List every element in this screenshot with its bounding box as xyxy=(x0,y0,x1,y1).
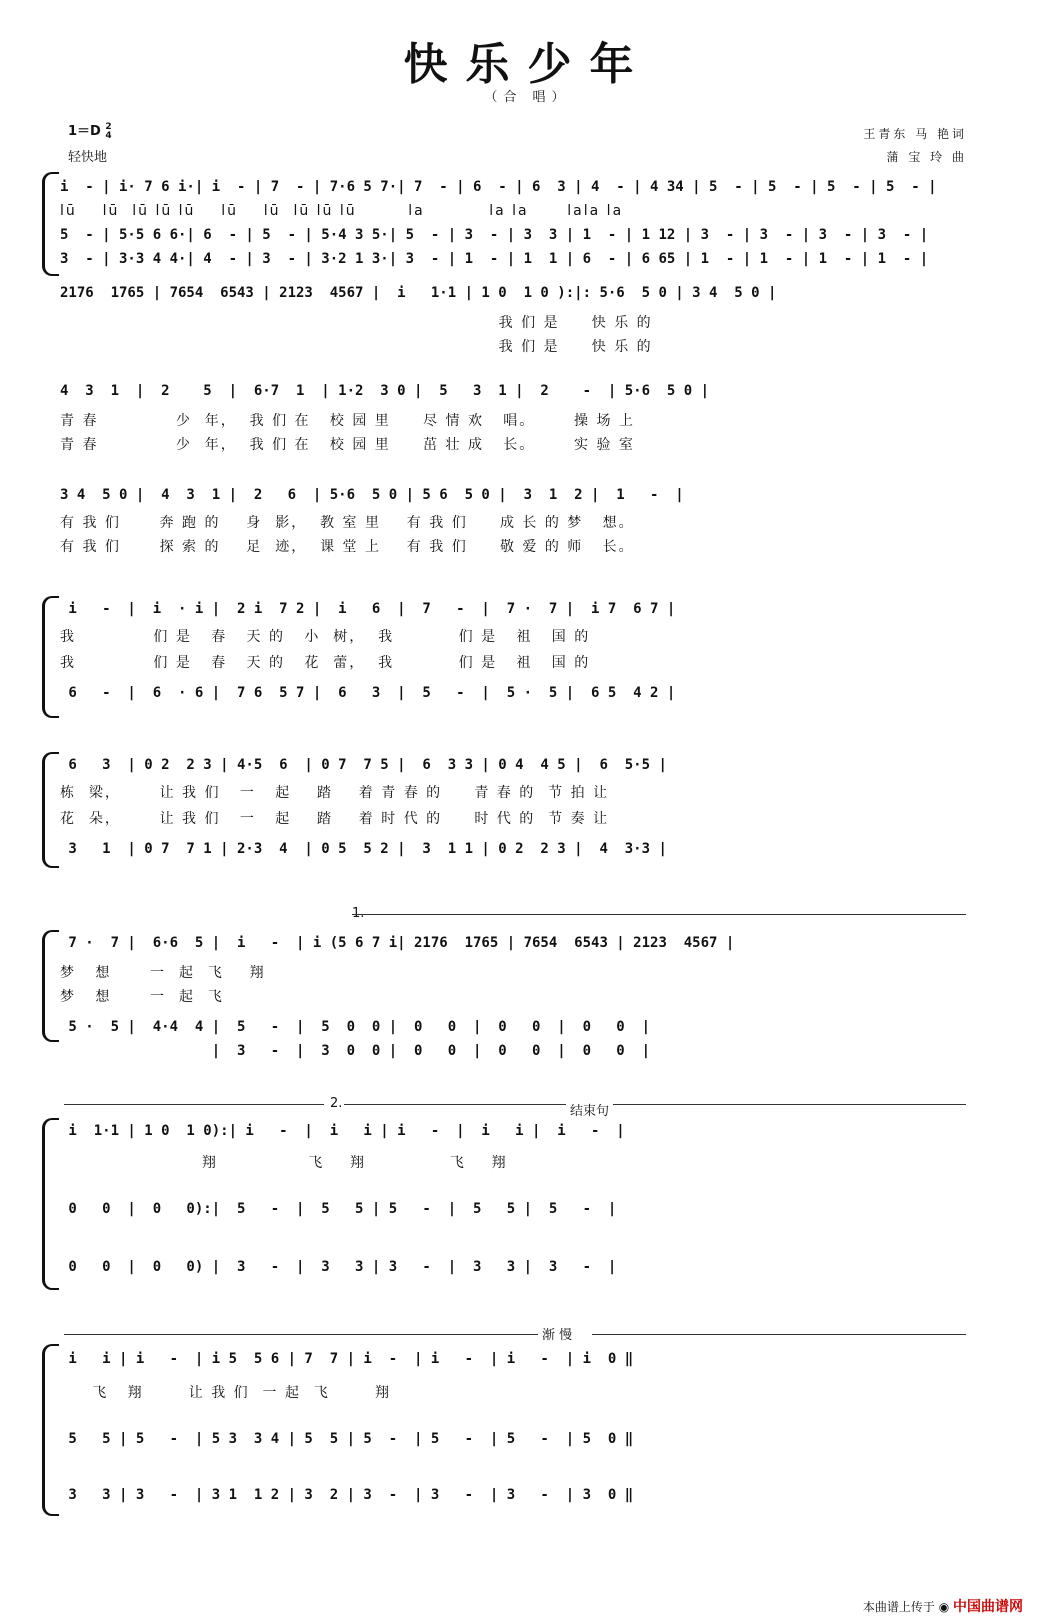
score-line: 5 · 5 | 4·4 4 | 5 - | 5 0 0 | 0 0 | 0 0 | 0 0 | xyxy=(60,1019,651,1035)
lyric-line-1: 梦 想 一 起 飞 翔 xyxy=(60,965,266,981)
score-line: i - | i· 7 6 i·| i - | 7 - | 7·6 5 7·| 7 - | 6 - | 6 3 | 4 - | 4 34 | 5 - | 5 - | 5 - | 5 - | xyxy=(60,179,937,195)
rit-line-left xyxy=(64,1334,538,1335)
system-1 xyxy=(42,172,982,272)
lyric-line-2: 花 朵， 让 我 们 一 起 踏 着 时 代 的 时 代 的 节 奏 让 xyxy=(60,811,610,827)
system-3 xyxy=(42,380,982,460)
vocal-syllables: lū lū lū lū lū lū lū lū lū lū la la la lala la xyxy=(60,203,624,219)
lyric-line-1: 有 我 们 奔 跑 的 身 影， 教 室 里 有 我 们 成 长 的 梦 想。 xyxy=(60,515,635,531)
score-line: 5 - | 5·5 6 6·| 6 - | 5 - | 5·4 3 5·| 5 - | 3 - | 3 3 | 1 - | 1 12 | 3 - | 3 - | 3 - | 3 - | xyxy=(60,227,929,243)
system-5 xyxy=(42,596,982,714)
system-9 xyxy=(42,1344,982,1512)
system-8 xyxy=(42,1118,982,1286)
lyric-line-1: 飞 翔 让 我 们 一 起 飞 翔 xyxy=(60,1385,392,1401)
time-numerator: 2 xyxy=(105,121,112,132)
song-title: 快乐少年 xyxy=(403,39,652,90)
system-2 xyxy=(42,282,982,362)
lyricist-credit: 王青东 马 艳词 xyxy=(863,127,967,141)
score-line: 4 3 1 | 2 5 | 6·7 1 | 1·2 3 0 | 5 3 1 | 2 - | 5·6 5 0 | xyxy=(60,383,710,399)
coda-label: 结束句 xyxy=(566,1100,613,1119)
lyric-line-1: 翔 飞 翔 飞 翔 xyxy=(60,1155,508,1171)
score-line: 3 - | 3·3 4 4·| 4 - | 3 - | 3·2 1 3·| 3 - | 1 - | 1 1 | 6 - | 6 65 | 1 - | 1 - | 1 - | 1 - | xyxy=(60,251,929,267)
score-line: 0 0 | 0 0):| 5 - | 5 5 | 5 - | 5 5 | 5 - | xyxy=(60,1201,617,1217)
system-6 xyxy=(42,752,982,864)
score-line: i 1·1 | 1 0 1 0):| i - | i i | i - | i i | i - | xyxy=(60,1123,625,1139)
score-line: | 3 - | 3 0 0 | 0 0 | 0 0 | 0 0 | xyxy=(60,1043,651,1059)
system-bracket xyxy=(42,172,59,276)
system-4 xyxy=(42,484,982,564)
footer-text: 本曲谱上传于 xyxy=(862,1600,935,1614)
site-logo-icon: ◉ xyxy=(938,1600,950,1614)
score-line: 2176 1765 | 7654 6543 | 2123 4567 | i 1·1 | 1 0 1 0 ):|: 5·6 5 0 | 3 4 5 0 | xyxy=(60,285,777,301)
second-ending-mark: 2. xyxy=(330,1096,343,1111)
key-label: 1＝D xyxy=(68,124,101,139)
lyric-line-2: 我 们 是 春 天 的 花 蕾， 我 们 是 祖 国 的 xyxy=(60,655,591,671)
system-bracket xyxy=(42,930,59,1042)
score-line: 6 3 | 0 2 2 3 | 4·5 6 | 0 7 7 5 | 6 3 3 | 0 4 4 5 | 6 5·5 | xyxy=(60,757,667,773)
lyric-line-1: 栋 梁， 让 我 们 一 起 踏 着 青 春 的 青 春 的 节 拍 让 xyxy=(60,785,610,801)
score-line: 6 - | 6 · 6 | 7 6 5 7 | 6 3 | 5 - | 5 · 5 | 6 5 4 2 | xyxy=(60,685,676,701)
site-name[interactable]: 中国曲谱网 xyxy=(953,1599,1023,1615)
time-denominator: 4 xyxy=(105,130,112,141)
score-line: i i | i - | i 5 5 6 | 7 7 | i - | i - | i - | i 0 ‖ xyxy=(60,1351,634,1367)
system-bracket xyxy=(42,752,59,868)
lyric-line-1: 我 们 是 快 乐 的 xyxy=(60,315,653,331)
system-bracket xyxy=(42,1118,59,1290)
time-signature xyxy=(105,123,111,141)
footer-note xyxy=(863,1596,1023,1616)
score-line: i - | i · i | 2 i 7 2 | i 6 | 7 - | 7 · 7 | i 7 6 7 | xyxy=(60,601,676,617)
lyric-line-1: 我 们 是 春 天 的 小 树， 我 们 是 祖 国 的 xyxy=(60,629,591,645)
tempo-marking: 轻快地 xyxy=(68,150,108,165)
system-7 xyxy=(42,930,982,1070)
composer-credit: 蒲 宝 玲 曲 xyxy=(886,150,967,164)
rit-line-right xyxy=(592,1334,966,1335)
second-ending-line xyxy=(344,1104,966,1105)
system-bracket xyxy=(42,596,59,718)
ritardando-label: 渐 慢 xyxy=(542,1328,573,1343)
ending-line-left xyxy=(64,1104,324,1105)
score-line: 0 0 | 0 0) | 3 - | 3 3 | 3 - | 3 3 | 3 - | xyxy=(60,1259,617,1275)
score-line: 3 1 | 0 7 7 1 | 2·3 4 | 0 5 5 2 | 3 1 1 | 0 2 2 3 | 4 3·3 | xyxy=(60,841,667,857)
score-line: 7 · 7 | 6·6 5 | i - | i (5 6 7 i| 2176 1765 | 7654 6543 | 2123 4567 | xyxy=(60,935,735,951)
lyric-line-1: 青 春 少 年， 我 们 在 校 园 里 尽 情 欢 唱。 操 场 上 xyxy=(60,413,635,429)
score-line: 3 4 5 0 | 4 3 1 | 2 6 | 5·6 5 0 | 5 6 5 0 | 3 1 2 | 1 - | xyxy=(60,487,684,503)
key-signature xyxy=(68,120,112,141)
lyric-line-2: 我 们 是 快 乐 的 xyxy=(60,339,653,355)
first-ending-line xyxy=(352,914,966,915)
system-bracket xyxy=(42,1344,59,1516)
first-ending-mark: 1. xyxy=(352,906,365,921)
song-subtitle: （合 唱） xyxy=(484,90,571,105)
score-line: 5 5 | 5 - | 5 3 3 4 | 5 5 | 5 - | 5 - | 5 - | 5 0 ‖ xyxy=(60,1431,634,1447)
lyric-line-2: 青 春 少 年， 我 们 在 校 园 里 茁 壮 成 长。 实 验 室 xyxy=(60,437,635,453)
lyric-line-2: 有 我 们 探 索 的 足 迹， 课 堂 上 有 我 们 敬 爱 的 师 长。 xyxy=(60,539,635,555)
score-line: 3 3 | 3 - | 3 1 1 2 | 3 2 | 3 - | 3 - | 3 - | 3 0 ‖ xyxy=(60,1487,634,1503)
lyric-line-2: 梦 想 一 起 飞 xyxy=(60,989,224,1005)
